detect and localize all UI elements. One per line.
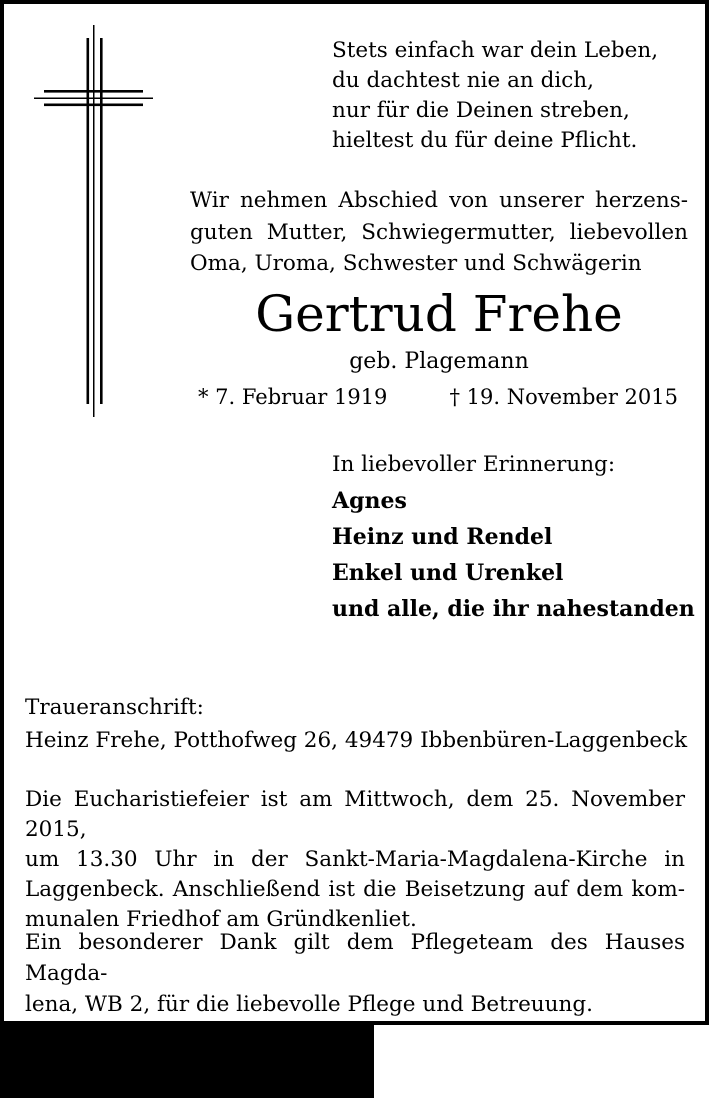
maiden-name: geb. Plagemann — [349, 349, 529, 374]
farewell-line: guten Mutter, Schwiegermutter, liebevollen — [190, 219, 688, 245]
birth-date: * 7. Februar 1919 — [198, 385, 388, 409]
poem-line: nur für die Deinen streben, — [332, 98, 630, 123]
death-date: † 19. November 2015 — [449, 385, 678, 409]
poem-line: hieltest du für deine Pflicht. — [332, 128, 638, 153]
thanks-line: lena, WB 2, für die liebevolle Pflege und Betreuung. — [25, 992, 593, 1017]
mourning-address — [25, 691, 687, 757]
mourner-name: Agnes — [332, 488, 407, 514]
service-line: Die Eucharistiefeier ist am Mittwoch, dem 25. November 2015, — [25, 787, 685, 842]
service-line: um 13.30 Uhr in der Sankt-Maria-Magdalena-Kirche in — [25, 847, 685, 872]
life-dates — [190, 384, 688, 411]
mourning-address-line: Heinz Frehe, Potthofweg 26, 49479 Ibbenbüren-Laggenbeck — [25, 728, 688, 753]
christian-cross-icon — [28, 20, 160, 422]
mourning-address-label: Traueranschrift: — [25, 695, 204, 720]
epitaph-poem — [332, 36, 658, 156]
service-paragraph — [25, 785, 685, 935]
mourner-name: und alle, die ihr nahestanden — [332, 596, 695, 622]
bottom-black-bar — [0, 1022, 374, 1098]
remembrance-intro: In liebevoller Erinnerung: — [332, 452, 616, 477]
farewell-line: Oma, Uroma, Schwester und Schwägerin — [190, 251, 642, 276]
farewell-line: Wir nehmen Abschied von unserer herzens- — [190, 188, 688, 213]
poem-line: Stets einfach war dein Leben, — [332, 38, 659, 63]
service-line: munalen Friedhof am Gründkenliet. — [25, 907, 417, 932]
thanks-paragraph — [25, 927, 685, 1020]
deceased-name: Gertrud Frehe — [255, 285, 623, 343]
service-line: Laggenbeck. Anschließend ist die Beisetzung auf dem kom- — [25, 877, 685, 902]
farewell-paragraph — [190, 185, 688, 280]
mourner-name: Heinz und Rendel — [332, 524, 553, 550]
thanks-line: Ein besonderer Dank gilt dem Pflegeteam des Hauses Magda- — [25, 930, 685, 986]
poem-line: du dachtest nie an dich, — [332, 68, 594, 93]
remembrance-block — [332, 447, 695, 627]
mourner-name: Enkel und Urenkel — [332, 560, 564, 586]
